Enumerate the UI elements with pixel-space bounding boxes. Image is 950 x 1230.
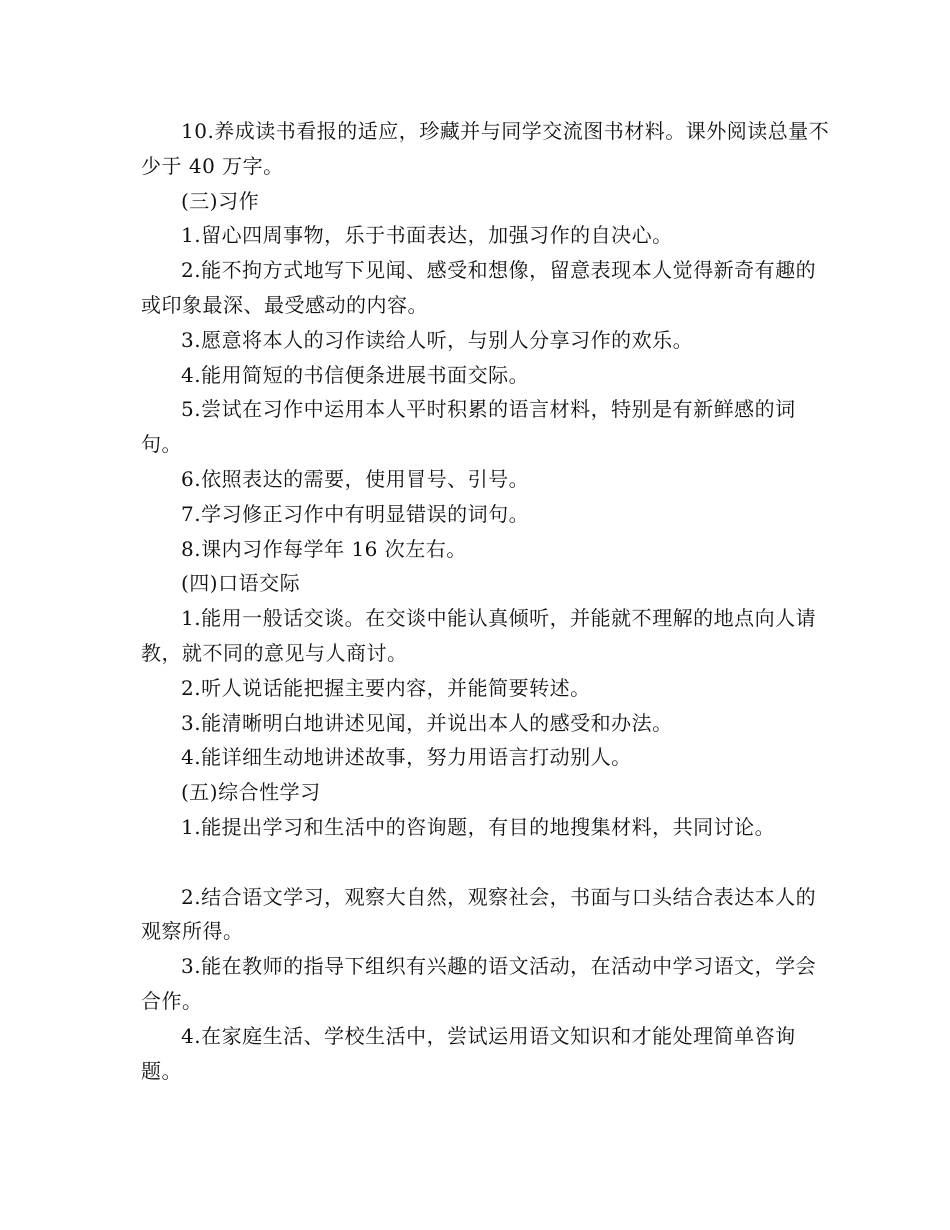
reading-goal-10: 10.养成读书看报的适应，珍藏并与同学交流图书材料。课外阅读总量不少于 40 万字。 xyxy=(141,119,830,178)
blank-line xyxy=(141,845,831,880)
oral-item-4: 4.能详细生动地讲述故事，努力用语言打动别人。 xyxy=(181,745,632,770)
integrated-item-1: 1.能提出学习和生活中的咨询题，有目的地搜集材料，共同讨论。 xyxy=(181,814,776,839)
section-integrated-title: (五)综合性学习 xyxy=(181,780,321,805)
writing-item-1: 1.留心四周事物，乐于书面表达，加强习作的自决心。 xyxy=(181,223,673,248)
section-oral-title: (四)口语交际 xyxy=(181,571,301,596)
oral-item-1: 1.能用一般话交谈。在交谈中能认真倾听，并能就不理解的地点向人请教，就不同的意见与人商讨。 xyxy=(141,606,817,665)
oral-item-2: 2.听人说话能把握主要内容，并能简要转述。 xyxy=(181,675,591,700)
writing-item-2: 2.能不拘方式地写下见闻、感受和想像，留意表现本人觉得新奇有趣的或印象最深、最受感动的内容。 xyxy=(141,258,817,317)
writing-item-6: 6.依照表达的需要，使用冒号、引号。 xyxy=(181,466,530,491)
writing-item-7: 7.学习修正习作中有明显错误的词句。 xyxy=(181,501,530,526)
integrated-item-2: 2.结合语文学习，观察大自然，观察社会，书面与口头结合表达本人的观察所得。 xyxy=(141,884,817,944)
integrated-item-4: 4.在家庭生活、学校生活中，尝试运用语文知识和才能处理简单咨询题。 xyxy=(141,1023,796,1083)
oral-item-3: 3.能清晰明白地讲述见闻，并说出本人的感受和办法。 xyxy=(181,710,673,735)
integrated-item-3: 3.能在教师的指导下组织有兴趣的语文活动，在活动中学习语文，学会合作。 xyxy=(141,954,817,1013)
writing-item-4: 4.能用简短的书信便条进展书面交际。 xyxy=(181,362,530,387)
writing-item-5: 5.尝试在习作中运用本人平时积累的语言材料，特别是有新鲜感的词句。 xyxy=(141,397,796,457)
document-body xyxy=(141,114,831,1088)
section-writing-title: (三)习作 xyxy=(181,188,260,213)
writing-item-3: 3.愿意将本人的习作读给人听，与别人分享习作的欢乐。 xyxy=(181,327,694,352)
writing-item-8: 8.课内习作每学年 16 次左右。 xyxy=(181,536,467,561)
